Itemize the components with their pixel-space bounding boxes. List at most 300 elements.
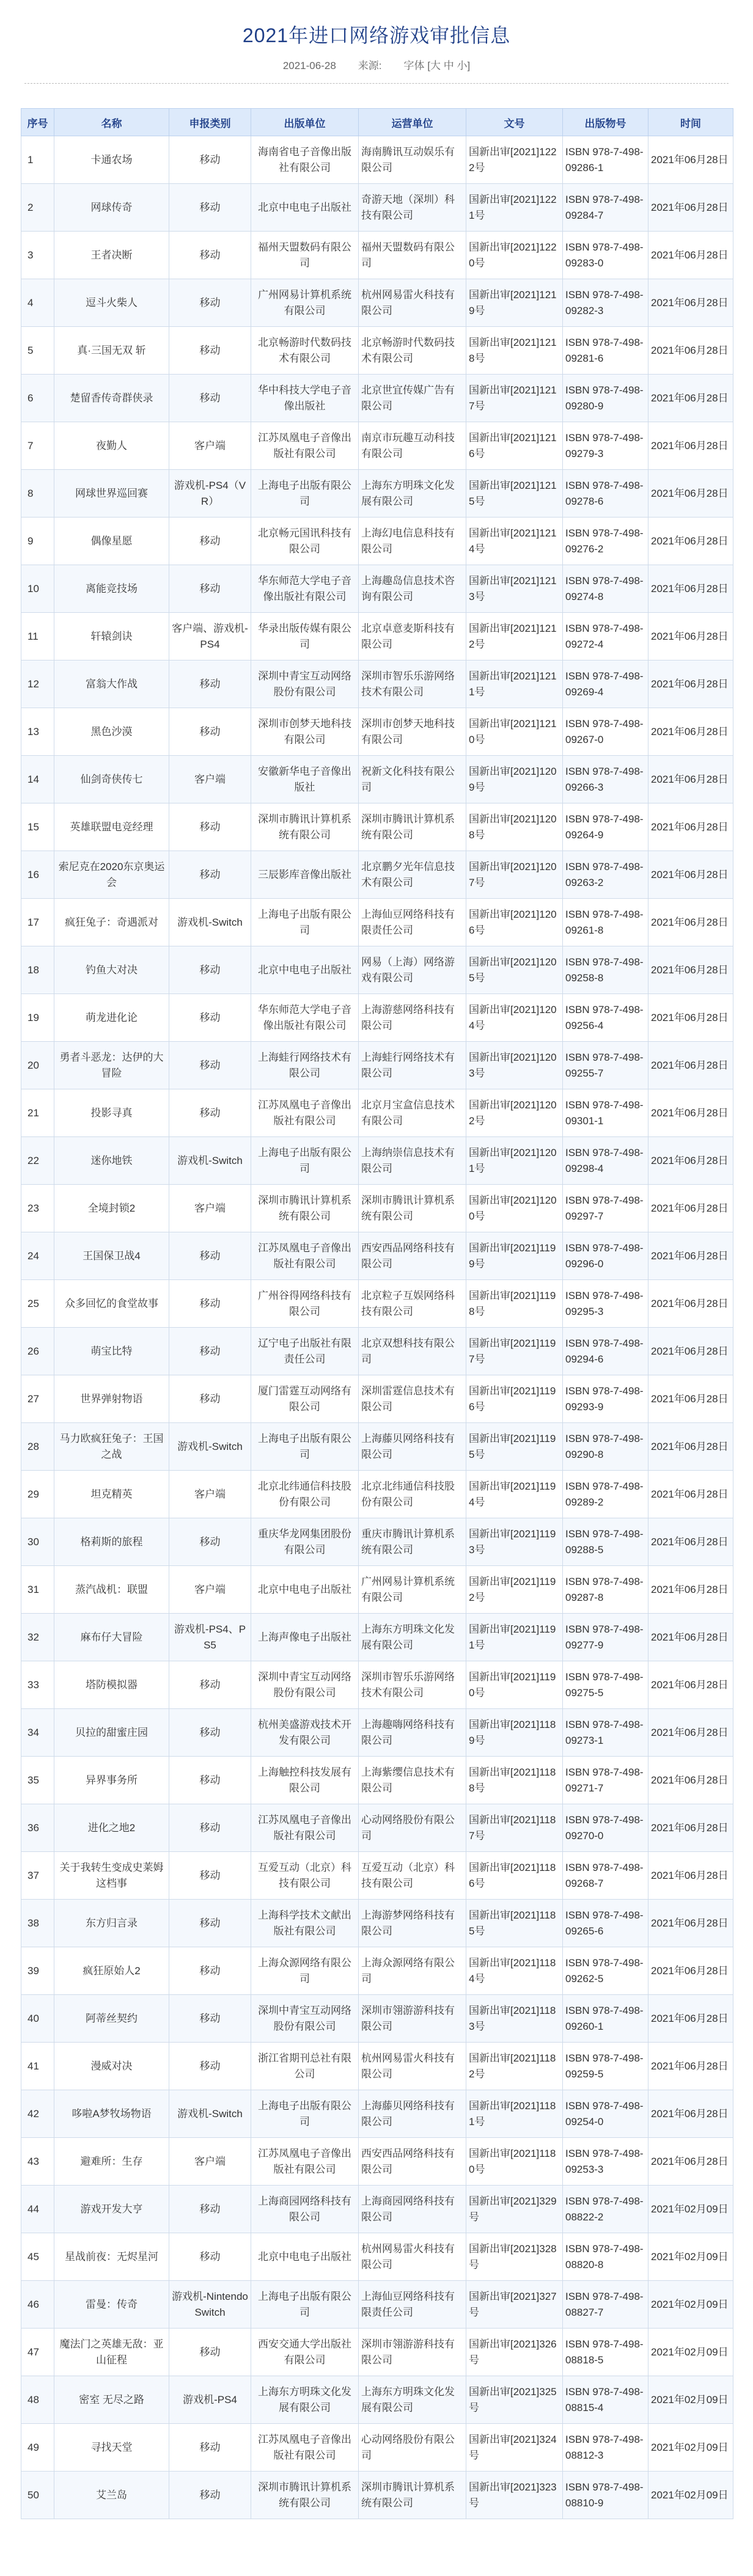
cell-operator: 北京世宜传媒广告有限公司 xyxy=(359,375,466,422)
cell-isbn: ISBN 978-7-498-09254-0 xyxy=(563,2090,648,2138)
cell-index: 31 xyxy=(21,1566,54,1614)
cell-index: 34 xyxy=(21,1709,54,1757)
table-row xyxy=(21,2376,733,2424)
cell-publisher: 上海东方明珠文化发展有限公司 xyxy=(251,2376,359,2424)
cell-date: 2021年06月28日 xyxy=(648,1614,733,1661)
cell-operator: 南京市玩趣互动科技有限公司 xyxy=(359,422,466,470)
cell-isbn: ISBN 978-7-498-09287-8 xyxy=(563,1566,648,1614)
cell-isbn: ISBN 978-7-498-09273-1 xyxy=(563,1709,648,1757)
cell-date: 2021年06月28日 xyxy=(648,851,733,899)
cell-operator: 心动网络股份有限公司 xyxy=(359,1804,466,1852)
cell-date: 2021年06月28日 xyxy=(648,899,733,946)
cell-name: 艾兰岛 xyxy=(54,2472,169,2519)
cell-name: 楚留香传奇群侠录 xyxy=(54,375,169,422)
cell-approval-no: 国新出审[2021]1192号 xyxy=(466,1566,563,1614)
cell-approval-no: 国新出审[2021]1219号 xyxy=(466,279,563,327)
cell-publisher: 浙江省期刊总社有限公司 xyxy=(251,2043,359,2090)
col-header-isbn: 出版物号 xyxy=(563,109,648,136)
cell-approval-no: 国新出审[2021]1202号 xyxy=(466,1089,563,1137)
cell-isbn: ISBN 978-7-498-09274-8 xyxy=(563,565,648,613)
cell-date: 2021年06月28日 xyxy=(648,1661,733,1709)
table-row xyxy=(21,422,733,470)
table-row xyxy=(21,946,733,994)
cell-category: 移动 xyxy=(169,1804,251,1852)
cell-category: 游戏机-PS4（VR） xyxy=(169,470,251,518)
cell-operator: 上海蛙行网络技术有限公司 xyxy=(359,1042,466,1089)
cell-isbn: ISBN 978-7-498-09265-6 xyxy=(563,1900,648,1947)
table-row xyxy=(21,2281,733,2329)
cell-publisher: 深圳市创梦天地科技有限公司 xyxy=(251,708,359,756)
table-row xyxy=(21,1709,733,1757)
cell-category: 游戏机-Nintendo Switch xyxy=(169,2281,251,2329)
cell-operator: 深圳市翎游游科技有限公司 xyxy=(359,2329,466,2376)
cell-approval-no: 国新出审[2021]1213号 xyxy=(466,565,563,613)
cell-isbn: ISBN 978-7-498-08812-3 xyxy=(563,2424,648,2472)
col-header-date: 时间 xyxy=(648,109,733,136)
cell-publisher: 上海电子出版有限公司 xyxy=(251,899,359,946)
cell-operator: 北京鹏夕光年信息技术有限公司 xyxy=(359,851,466,899)
cell-isbn: ISBN 978-7-498-09268-7 xyxy=(563,1852,648,1900)
cell-approval-no: 国新出审[2021]1191号 xyxy=(466,1614,563,1661)
cell-publisher: 广州谷得网络科技有限公司 xyxy=(251,1280,359,1328)
cell-category: 移动 xyxy=(169,2186,251,2233)
cell-date: 2021年06月28日 xyxy=(648,1852,733,1900)
cell-operator: 海南腾讯互动娱乐有限公司 xyxy=(359,136,466,184)
cell-date: 2021年02月09日 xyxy=(648,2233,733,2281)
cell-isbn: ISBN 978-7-498-09264-9 xyxy=(563,803,648,851)
cell-name: 异界事务所 xyxy=(54,1757,169,1804)
font-small-link[interactable]: 小 xyxy=(457,60,468,71)
table-row xyxy=(21,2186,733,2233)
cell-date: 2021年06月28日 xyxy=(648,803,733,851)
cell-index: 43 xyxy=(21,2138,54,2186)
cell-name: 世界弹射物语 xyxy=(54,1375,169,1423)
cell-operator: 上海幻电信息科技有限公司 xyxy=(359,518,466,565)
cell-operator: 深圳市智乐乐游网络技术有限公司 xyxy=(359,660,466,708)
cell-date: 2021年06月28日 xyxy=(648,232,733,279)
cell-category: 客户端 xyxy=(169,2138,251,2186)
cell-isbn: ISBN 978-7-498-09258-8 xyxy=(563,946,648,994)
table-row xyxy=(21,232,733,279)
table-row xyxy=(21,1328,733,1375)
cell-date: 2021年06月28日 xyxy=(648,1900,733,1947)
cell-name: 勇者斗恶龙：达伊的大冒险 xyxy=(54,1042,169,1089)
cell-approval-no: 国新出审[2021]1197号 xyxy=(466,1328,563,1375)
cell-isbn: ISBN 978-7-498-08818-5 xyxy=(563,2329,648,2376)
cell-isbn: ISBN 978-7-498-09253-3 xyxy=(563,2138,648,2186)
cell-operator: 奇游天地（深圳）科技有限公司 xyxy=(359,184,466,232)
cell-index: 50 xyxy=(21,2472,54,2519)
cell-index: 5 xyxy=(21,327,54,375)
cell-name: 萌宝比特 xyxy=(54,1328,169,1375)
cell-category: 移动 xyxy=(169,1232,251,1280)
cell-index: 45 xyxy=(21,2233,54,2281)
table-row xyxy=(21,1852,733,1900)
cell-isbn: ISBN 978-7-498-09295-3 xyxy=(563,1280,648,1328)
cell-category: 移动 xyxy=(169,565,251,613)
cell-approval-no: 国新出审[2021]323号 xyxy=(466,2472,563,2519)
cell-category: 游戏机-Switch xyxy=(169,2090,251,2138)
cell-operator: 北京月宝盒信息技术有限公司 xyxy=(359,1089,466,1137)
cell-date: 2021年06月28日 xyxy=(648,994,733,1042)
cell-name: 索尼克在2020东京奥运会 xyxy=(54,851,169,899)
cell-operator: 深圳市创梦天地科技有限公司 xyxy=(359,708,466,756)
cell-name: 避难所：生存 xyxy=(54,2138,169,2186)
table-row xyxy=(21,136,733,184)
font-size-label: 字体 xyxy=(403,60,425,71)
cell-date: 2021年06月28日 xyxy=(648,1185,733,1232)
cell-publisher: 华中科技大学电子音像出版社 xyxy=(251,375,359,422)
cell-publisher: 上海科学技术文献出版社有限公司 xyxy=(251,1900,359,1947)
table-row xyxy=(21,851,733,899)
table-row xyxy=(21,1232,733,1280)
cell-publisher: 海南省电子音像出版社有限公司 xyxy=(251,136,359,184)
cell-date: 2021年06月28日 xyxy=(648,136,733,184)
table-row xyxy=(21,470,733,518)
cell-operator: 上海商园网络科技有限公司 xyxy=(359,2186,466,2233)
cell-approval-no: 国新出审[2021]1188号 xyxy=(466,1757,563,1804)
cell-index: 1 xyxy=(21,136,54,184)
cell-operator: 上海东方明珠文化发展有限公司 xyxy=(359,470,466,518)
table-row xyxy=(21,2138,733,2186)
cell-publisher: 北京中电电子出版社 xyxy=(251,1566,359,1614)
table-row xyxy=(21,1995,733,2043)
cell-date: 2021年06月28日 xyxy=(648,1375,733,1423)
cell-category: 游戏机-PS4 xyxy=(169,2376,251,2424)
cell-name: 真·三国无双 斩 xyxy=(54,327,169,375)
cell-index: 23 xyxy=(21,1185,54,1232)
cell-operator: 重庆市腾讯计算机系统有限公司 xyxy=(359,1518,466,1566)
cell-isbn: ISBN 978-7-498-09276-2 xyxy=(563,518,648,565)
cell-category: 移动 xyxy=(169,518,251,565)
cell-isbn: ISBN 978-7-498-09275-5 xyxy=(563,1661,648,1709)
table-row xyxy=(21,327,733,375)
table-row xyxy=(21,2043,733,2090)
cell-operator: 上海藤贝网络科技有限公司 xyxy=(359,2090,466,2138)
cell-approval-no: 国新出审[2021]327号 xyxy=(466,2281,563,2329)
table-row xyxy=(21,1280,733,1328)
cell-isbn: ISBN 978-7-498-08820-8 xyxy=(563,2233,648,2281)
cell-index: 17 xyxy=(21,899,54,946)
cell-publisher: 辽宁电子出版社有限责任公司 xyxy=(251,1328,359,1375)
cell-name: 东方归言录 xyxy=(54,1900,169,1947)
cell-date: 2021年06月28日 xyxy=(648,565,733,613)
cell-isbn: ISBN 978-7-498-09281-6 xyxy=(563,327,648,375)
cell-date: 2021年06月28日 xyxy=(648,375,733,422)
cell-name: 格莉斯的旅程 xyxy=(54,1518,169,1566)
cell-isbn: ISBN 978-7-498-09266-3 xyxy=(563,756,648,803)
cell-category: 移动 xyxy=(169,1089,251,1137)
cell-date: 2021年06月28日 xyxy=(648,1566,733,1614)
cell-date: 2021年06月28日 xyxy=(648,1709,733,1757)
cell-publisher: 华录出版传媒有限公司 xyxy=(251,613,359,660)
cell-isbn: ISBN 978-7-498-09278-6 xyxy=(563,470,648,518)
cell-name: 仙剑奇侠传七 xyxy=(54,756,169,803)
cell-publisher: 三辰影库音像出版社 xyxy=(251,851,359,899)
cell-date: 2021年06月28日 xyxy=(648,1518,733,1566)
cell-publisher: 互爱互动（北京）科技有限公司 xyxy=(251,1852,359,1900)
cell-approval-no: 国新出审[2021]1187号 xyxy=(466,1804,563,1852)
cell-date: 2021年02月09日 xyxy=(648,2472,733,2519)
cell-index: 22 xyxy=(21,1137,54,1185)
cell-approval-no: 国新出审[2021]1184号 xyxy=(466,1947,563,1995)
cell-publisher: 深圳市腾讯计算机系统有限公司 xyxy=(251,803,359,851)
cell-publisher: 深圳中青宝互动网络股份有限公司 xyxy=(251,660,359,708)
cell-publisher: 深圳中青宝互动网络股份有限公司 xyxy=(251,1661,359,1709)
cell-approval-no: 国新出审[2021]1190号 xyxy=(466,1661,563,1709)
cell-operator: 上海趣岛信息技术咨询有限公司 xyxy=(359,565,466,613)
cell-operator: 上海游梦网络科技有限公司 xyxy=(359,1900,466,1947)
cell-name: 黑色沙漠 xyxy=(54,708,169,756)
cell-date: 2021年06月28日 xyxy=(648,1995,733,2043)
cell-category: 客户端、游戏机-PS4 xyxy=(169,613,251,660)
cell-index: 4 xyxy=(21,279,54,327)
cell-category: 移动 xyxy=(169,1995,251,2043)
cell-publisher: 上海电子出版有限公司 xyxy=(251,1423,359,1471)
table-row xyxy=(21,1042,733,1089)
cell-isbn: ISBN 978-7-498-09297-7 xyxy=(563,1185,648,1232)
cell-name: 卡通农场 xyxy=(54,136,169,184)
cell-name: 马力欧疯狂兔子：王国之战 xyxy=(54,1423,169,1471)
cell-name: 离能竞技场 xyxy=(54,565,169,613)
cell-approval-no: 国新出审[2021]1214号 xyxy=(466,518,563,565)
cell-index: 19 xyxy=(21,994,54,1042)
table-row xyxy=(21,1185,733,1232)
cell-index: 42 xyxy=(21,2090,54,2138)
table-body xyxy=(21,136,733,2519)
cell-publisher: 北京畅游时代数码技术有限公司 xyxy=(251,327,359,375)
cell-publisher: 西安交通大学出版社有限公司 xyxy=(251,2329,359,2376)
cell-isbn: ISBN 978-7-498-09270-0 xyxy=(563,1804,648,1852)
cell-category: 移动 xyxy=(169,279,251,327)
cell-operator: 深圳雷霆信息技术有限公司 xyxy=(359,1375,466,1423)
cell-name: 贝拉的甜蜜庄园 xyxy=(54,1709,169,1757)
table-row xyxy=(21,2472,733,2519)
cell-approval-no: 国新出审[2021]1204号 xyxy=(466,994,563,1042)
col-header-name: 名称 xyxy=(54,109,169,136)
cell-publisher: 江苏凤凰电子音像出版社有限公司 xyxy=(251,2424,359,2472)
cell-category: 移动 xyxy=(169,994,251,1042)
cell-category: 移动 xyxy=(169,2043,251,2090)
cell-name: 漫威对决 xyxy=(54,2043,169,2090)
cell-approval-no: 国新出审[2021]1195号 xyxy=(466,1423,563,1471)
font-medium-link[interactable]: 中 xyxy=(443,60,454,71)
cell-index: 47 xyxy=(21,2329,54,2376)
cell-category: 移动 xyxy=(169,851,251,899)
table-row xyxy=(21,660,733,708)
cell-isbn: ISBN 978-7-498-09280-9 xyxy=(563,375,648,422)
cell-isbn: ISBN 978-7-498-08822-2 xyxy=(563,2186,648,2233)
table-row xyxy=(21,2329,733,2376)
cell-approval-no: 国新出审[2021]1211号 xyxy=(466,660,563,708)
cell-isbn: ISBN 978-7-498-08810-9 xyxy=(563,2472,648,2519)
cell-index: 29 xyxy=(21,1471,54,1518)
cell-name: 王国保卫战4 xyxy=(54,1232,169,1280)
cell-date: 2021年06月28日 xyxy=(648,2138,733,2186)
cell-index: 46 xyxy=(21,2281,54,2329)
cell-name: 塔防模拟器 xyxy=(54,1661,169,1709)
cell-date: 2021年06月28日 xyxy=(648,2043,733,2090)
cell-date: 2021年06月28日 xyxy=(648,279,733,327)
cell-index: 41 xyxy=(21,2043,54,2090)
cell-category: 移动 xyxy=(169,1280,251,1328)
cell-name: 富翁大作战 xyxy=(54,660,169,708)
cell-approval-no: 国新出审[2021]1215号 xyxy=(466,470,563,518)
cell-name: 网球传奇 xyxy=(54,184,169,232)
cell-category: 移动 xyxy=(169,136,251,184)
cell-publisher: 江苏凤凰电子音像出版社有限公司 xyxy=(251,2138,359,2186)
cell-index: 24 xyxy=(21,1232,54,1280)
table-row xyxy=(21,1900,733,1947)
cell-isbn: ISBN 978-7-498-09269-4 xyxy=(563,660,648,708)
cell-index: 3 xyxy=(21,232,54,279)
col-header-publisher: 出版单位 xyxy=(251,109,359,136)
cell-index: 30 xyxy=(21,1518,54,1566)
cell-isbn: ISBN 978-7-498-08815-4 xyxy=(563,2376,648,2424)
cell-approval-no: 国新出审[2021]324号 xyxy=(466,2424,563,2472)
cell-operator: 上海仙豆网络科技有限责任公司 xyxy=(359,2281,466,2329)
cell-category: 移动 xyxy=(169,1947,251,1995)
cell-approval-no: 国新出审[2021]1203号 xyxy=(466,1042,563,1089)
cell-date: 2021年06月28日 xyxy=(648,470,733,518)
cell-name: 投影寻真 xyxy=(54,1089,169,1137)
cell-operator: 深圳市腾讯计算机系统有限公司 xyxy=(359,2472,466,2519)
cell-approval-no: 国新出审[2021]1185号 xyxy=(466,1900,563,1947)
cell-name: 游戏开发大亨 xyxy=(54,2186,169,2233)
cell-category: 客户端 xyxy=(169,1185,251,1232)
cell-publisher: 上海触控科技发展有限公司 xyxy=(251,1757,359,1804)
cell-operator: 上海东方明珠文化发展有限公司 xyxy=(359,1614,466,1661)
table-row xyxy=(21,2424,733,2472)
table-row xyxy=(21,899,733,946)
cell-publisher: 北京北纬通信科技股份有限公司 xyxy=(251,1471,359,1518)
cell-publisher: 北京中电电子出版社 xyxy=(251,946,359,994)
cell-category: 客户端 xyxy=(169,422,251,470)
cell-index: 15 xyxy=(21,803,54,851)
cell-index: 12 xyxy=(21,660,54,708)
cell-name: 坦克精英 xyxy=(54,1471,169,1518)
table-row xyxy=(21,565,733,613)
cell-approval-no: 国新出审[2021]1186号 xyxy=(466,1852,563,1900)
cell-name: 萌龙进化论 xyxy=(54,994,169,1042)
cell-index: 14 xyxy=(21,756,54,803)
cell-index: 40 xyxy=(21,1995,54,2043)
cell-date: 2021年06月28日 xyxy=(648,1423,733,1471)
cell-date: 2021年02月09日 xyxy=(648,2424,733,2472)
cell-approval-no: 国新出审[2021]326号 xyxy=(466,2329,563,2376)
cell-index: 6 xyxy=(21,375,54,422)
table-row xyxy=(21,279,733,327)
cell-category: 移动 xyxy=(169,1042,251,1089)
cell-index: 21 xyxy=(21,1089,54,1137)
cell-approval-no: 国新出审[2021]1217号 xyxy=(466,375,563,422)
cell-name: 阿蒂丝契约 xyxy=(54,1995,169,2043)
cell-name: 雷曼：传奇 xyxy=(54,2281,169,2329)
cell-publisher: 福州天盟数码有限公司 xyxy=(251,232,359,279)
cell-isbn: ISBN 978-7-498-09271-7 xyxy=(563,1757,648,1804)
cell-index: 10 xyxy=(21,565,54,613)
cell-isbn: ISBN 978-7-498-09272-4 xyxy=(563,613,648,660)
cell-isbn: ISBN 978-7-498-09259-5 xyxy=(563,2043,648,2090)
cell-category: 移动 xyxy=(169,184,251,232)
cell-publisher: 上海电子出版有限公司 xyxy=(251,2281,359,2329)
cell-date: 2021年06月28日 xyxy=(648,1280,733,1328)
cell-index: 28 xyxy=(21,1423,54,1471)
page-title: 2021年进口网络游戏审批信息 xyxy=(242,24,511,46)
cell-category: 移动 xyxy=(169,2329,251,2376)
cell-name: 全境封锁2 xyxy=(54,1185,169,1232)
font-large-link[interactable]: 大 xyxy=(430,60,441,71)
cell-index: 27 xyxy=(21,1375,54,1423)
cell-name: 蒸汽战机：联盟 xyxy=(54,1566,169,1614)
table-row xyxy=(21,1947,733,1995)
cell-category: 移动 xyxy=(169,1757,251,1804)
cell-date: 2021年06月28日 xyxy=(648,708,733,756)
cell-approval-no: 国新出审[2021]1218号 xyxy=(466,327,563,375)
cell-date: 2021年06月28日 xyxy=(648,1471,733,1518)
cell-index: 37 xyxy=(21,1852,54,1900)
cell-isbn: ISBN 978-7-498-09261-8 xyxy=(563,899,648,946)
cell-approval-no: 国新出审[2021]1183号 xyxy=(466,1995,563,2043)
cell-name: 星战前夜：无烬星河 xyxy=(54,2233,169,2281)
cell-category: 移动 xyxy=(169,1900,251,1947)
font-size-switcher: 字体 [大 中 小] xyxy=(403,60,471,71)
approval-table xyxy=(21,108,733,2519)
cell-publisher: 华东师范大学电子音像出版社有限公司 xyxy=(251,565,359,613)
cell-category: 移动 xyxy=(169,232,251,279)
cell-name: 王者决断 xyxy=(54,232,169,279)
cell-date: 2021年06月28日 xyxy=(648,1947,733,1995)
cell-name: 众多回忆的食堂故事 xyxy=(54,1280,169,1328)
cell-date: 2021年06月28日 xyxy=(648,756,733,803)
cell-approval-no: 国新出审[2021]1182号 xyxy=(466,2043,563,2090)
table-row xyxy=(21,803,733,851)
cell-operator: 北京双想科技有限公司 xyxy=(359,1328,466,1375)
cell-category: 客户端 xyxy=(169,1471,251,1518)
cell-index: 8 xyxy=(21,470,54,518)
cell-operator: 西安西品网络科技有限公司 xyxy=(359,2138,466,2186)
cell-isbn: ISBN 978-7-498-09289-2 xyxy=(563,1471,648,1518)
cell-isbn: ISBN 978-7-498-08827-7 xyxy=(563,2281,648,2329)
table-row xyxy=(21,1518,733,1566)
cell-category: 移动 xyxy=(169,327,251,375)
cell-approval-no: 国新出审[2021]328号 xyxy=(466,2233,563,2281)
cell-name: 迷你地铁 xyxy=(54,1137,169,1185)
cell-operator: 北京粒子互娱网络科技有限公司 xyxy=(359,1280,466,1328)
cell-category: 移动 xyxy=(169,1518,251,1566)
cell-category: 移动 xyxy=(169,1852,251,1900)
cell-operator: 上海仙豆网络科技有限责任公司 xyxy=(359,899,466,946)
table-row xyxy=(21,184,733,232)
cell-isbn: ISBN 978-7-498-09256-4 xyxy=(563,994,648,1042)
cell-date: 2021年06月28日 xyxy=(648,327,733,375)
cell-operator: 互爱互动（北京）科技有限公司 xyxy=(359,1852,466,1900)
cell-operator: 上海趣嗨网络科技有限公司 xyxy=(359,1709,466,1757)
cell-name: 关于我转生变成史莱姆这档事 xyxy=(54,1852,169,1900)
cell-category: 客户端 xyxy=(169,756,251,803)
cell-approval-no: 国新出审[2021]1198号 xyxy=(466,1280,563,1328)
cell-category: 移动 xyxy=(169,2233,251,2281)
cell-publisher: 上海蛙行网络技术有限公司 xyxy=(251,1042,359,1089)
cell-date: 2021年06月28日 xyxy=(648,660,733,708)
cell-publisher: 上海声像电子出版社 xyxy=(251,1614,359,1661)
cell-name: 疯狂兔子：奇遇派对 xyxy=(54,899,169,946)
cell-operator: 上海众源网络有限公司 xyxy=(359,1947,466,1995)
cell-category: 游戏机-Switch xyxy=(169,899,251,946)
table-row xyxy=(21,1614,733,1661)
cell-publisher: 深圳中青宝互动网络股份有限公司 xyxy=(251,1995,359,2043)
cell-isbn: ISBN 978-7-498-09262-5 xyxy=(563,1947,648,1995)
